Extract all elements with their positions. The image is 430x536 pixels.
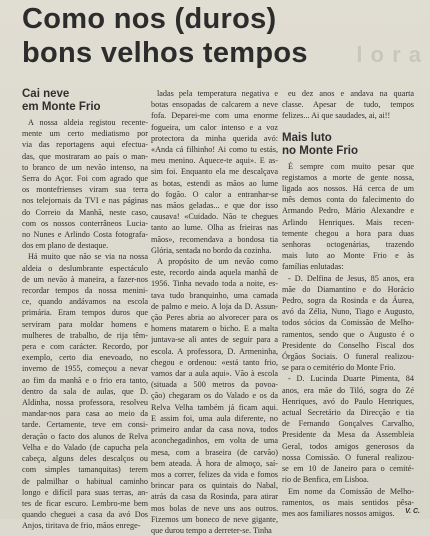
text-line: das, que mostraram ao país o man- bbox=[22, 151, 148, 161]
headline-line-2: bons velhos tempos bbox=[22, 37, 308, 69]
text-line: Armando Pedro, Mário Alexandre e bbox=[282, 206, 414, 216]
text-line: E assim foi, uma aula diferente, no bbox=[151, 413, 278, 423]
text-line: aconchegadinhos, em volta de uma bbox=[151, 436, 278, 446]
article2-subtitle-line-1: Mais luto bbox=[282, 131, 332, 144]
text-line: exemplo, certo dia enevoado, no bbox=[22, 353, 148, 363]
text-line: Relva Velha também já ficam aqui. bbox=[151, 402, 278, 412]
text-line: «Anda cá filhinho! Ai como tu estás, bbox=[151, 145, 278, 155]
text-line: mesa, com a braseira (de carvão) bbox=[151, 447, 278, 457]
text-line: fofa. Deparei-me com uma enorme bbox=[151, 111, 278, 121]
text-line: causava! «Cuidado. Não te chegues bbox=[151, 212, 278, 222]
text-line: mandar-nos para casa ao meio da bbox=[22, 409, 148, 419]
article1-subtitle bbox=[22, 88, 148, 114]
text-line: Geral, todos amigos generosos da bbox=[282, 441, 414, 451]
text-line: Aldinha, nossa professora, resolveu bbox=[22, 398, 148, 408]
text-line: - D. Delfina de Jesus, 85 anos, era bbox=[288, 273, 414, 283]
text-line: tes de ficar escuro. Lembro-me bem bbox=[22, 498, 148, 508]
text-line: rio de Benfica, em Lisboa. bbox=[282, 475, 369, 485]
text-line: Órgãos Sociais. O funeral realizou- bbox=[282, 352, 414, 362]
text-line: longo e difícil para suas terras, an- bbox=[22, 487, 148, 497]
text-line: mãe do Diamantino e do Horácio bbox=[282, 284, 414, 294]
text-line: bem ateada. À hora de almoço, saí- bbox=[151, 458, 278, 468]
article2-body bbox=[282, 161, 414, 520]
text-line: ramentos, os mais sentidos pêsa- bbox=[282, 497, 414, 507]
text-line: mos bolas de neve uns aos outros. bbox=[151, 503, 278, 513]
text-line: temente chegou a hora para duas bbox=[282, 228, 414, 238]
text-line: avó da Zélia, Nuno, Tiago e Augusto, bbox=[282, 307, 414, 317]
text-line: 1956. Tinha nevado toda a noite, es- bbox=[151, 279, 278, 289]
text-line: Presidente da Mesa da Assembleia bbox=[282, 430, 414, 440]
background-ghost-text: l o r a bbox=[356, 42, 422, 67]
text-line: nas mãos geladas... e que dor isso bbox=[151, 201, 278, 211]
text-line: tarde. Certamente, teve em consi- bbox=[22, 420, 148, 430]
text-line: mãos», recomendava a bondosa tia bbox=[151, 234, 278, 244]
text-line: com simples tamanquitas) terem bbox=[22, 465, 148, 475]
text-line: serviram para moldar homens e bbox=[22, 319, 148, 329]
text-line: mês demos conta do falecimento do bbox=[282, 195, 414, 205]
text-line: Fizemos um boneco de neve gigante, bbox=[151, 514, 278, 524]
text-line: A nossa aldeia registou recente- bbox=[28, 118, 148, 127]
text-line: ção Peres abria ao alvorecer para os bbox=[151, 313, 278, 323]
article2-subtitle-line-2: no Monte Frio bbox=[282, 144, 359, 157]
article2-subtitle bbox=[282, 132, 414, 158]
text-line: Presidente do Conselho Fiscal dos bbox=[282, 340, 414, 350]
text-line: ao fim da manhã e o frio era tanto, bbox=[22, 375, 148, 385]
text-line: ladas pela temperatura negativa e bbox=[157, 89, 278, 98]
article1-col3-body bbox=[282, 88, 414, 122]
text-line: eu dez anos e andava na quarta bbox=[288, 89, 414, 98]
text-line: chegou e ordenou: «está tanto frio, bbox=[151, 357, 278, 367]
text-line: mulheres de trabalho, de rija têm- bbox=[22, 330, 148, 340]
text-line: actual Secretário da Direcção e tia bbox=[282, 408, 414, 418]
text-line: nossa Comissão. O funeral realizou- bbox=[282, 452, 414, 462]
text-line: dos em plano de destaque. bbox=[22, 241, 109, 251]
text-line: do Correio da Manhã, neste caso, bbox=[22, 207, 148, 217]
text-line: Pedro, sogra da Rosinda e da Áurea, bbox=[282, 296, 414, 306]
text-line: vamos dar a aula aqui». Vão à escola bbox=[151, 369, 278, 379]
text-line: famílias enlutadas: bbox=[282, 262, 344, 272]
text-line: mente um certo mediatismo por bbox=[22, 129, 148, 139]
text-line: botas ensopadas de calcarem a neve bbox=[151, 100, 278, 110]
text-line: de um nevão à maneira, a fazer-nos bbox=[22, 274, 148, 284]
text-line: que durou tempo a derreter-se. Tinha bbox=[151, 525, 272, 535]
text-line: Glória, sentada no bordo da cozinha. bbox=[151, 245, 272, 255]
text-line: mes aos familiares nossos amigos. bbox=[282, 508, 395, 518]
text-line: sim foi. Enquanto ela me descalçava bbox=[151, 167, 278, 177]
headline bbox=[22, 2, 322, 70]
text-line: senhoras octogenárias, trazendo bbox=[282, 240, 414, 250]
text-line: tava tudo branquinho, uma camada bbox=[151, 290, 278, 300]
article1-subtitle-line-2: em Monte Frio bbox=[22, 101, 101, 113]
text-line: no Nunes e Arlindo Costa fotografa- bbox=[22, 230, 148, 240]
text-line: de palmilhar o habitual caminho bbox=[22, 476, 148, 486]
text-line: ce, quando andávamos na escola bbox=[22, 297, 148, 307]
text-line: ção) chegaram os do Valado e os da bbox=[151, 391, 278, 401]
text-line: os montefrienses viram sua terra bbox=[22, 185, 148, 195]
text-line: (situada a 500 metros da povoa- bbox=[151, 380, 278, 390]
article1-col1-body bbox=[22, 117, 148, 532]
text-line: pera e com carácter. Recordo, por bbox=[22, 342, 148, 352]
text-line: Velha e do Valado (de capucha pela bbox=[22, 442, 148, 452]
article1-subtitle-line-1: Cai neve bbox=[22, 88, 70, 100]
text-line: É sempre com muito pesar que bbox=[288, 161, 414, 171]
column-3 bbox=[282, 88, 414, 519]
text-line: atrás da casa da Rosinda, para atirar bbox=[151, 492, 278, 502]
text-line: ramentos, sendo que o Augusto é o bbox=[282, 329, 414, 339]
article1-col2-body bbox=[151, 88, 278, 536]
text-line: as botas, estendi as mãos ao lume bbox=[151, 178, 278, 188]
text-line: mais luto ao Monte Frio e às bbox=[282, 251, 414, 261]
text-line: se para o cemitério do Monte Frio. bbox=[282, 363, 396, 373]
text-line: se em 10 de Janeiro para o cemité- bbox=[282, 464, 414, 474]
text-line: primeiro andar da casa nova, todos bbox=[151, 425, 278, 435]
author-signature: V. C. bbox=[405, 508, 420, 515]
text-line: primária. Eram tempos duros que bbox=[22, 308, 148, 318]
text-line: Há muito que não se via na nossa bbox=[28, 252, 148, 262]
text-line: inverno de 1955, começou a nevar bbox=[22, 364, 148, 374]
text-line: Henriques, avó do Paulo Henriques, bbox=[282, 396, 414, 406]
text-line: via das reportagens aqui efectua- bbox=[22, 140, 148, 150]
text-line: brincar para os quintais do Nabal, bbox=[151, 481, 278, 491]
text-line: Em nome da Comissão de Melho- bbox=[288, 486, 414, 496]
text-line: classe. Apesar de tudo, tempos bbox=[282, 100, 414, 110]
text-line: escola. A professora, D. Armeninha, bbox=[151, 346, 278, 356]
text-line: A propósito de um nevão como bbox=[157, 257, 278, 267]
text-line: - D. Lucinda Duarte Pimenta, 84 bbox=[288, 374, 414, 384]
text-line: recordar tempos da nossa menini- bbox=[22, 286, 148, 296]
article1-column-2 bbox=[151, 88, 278, 536]
text-line: deração o facto dos alunos de Relva bbox=[22, 431, 148, 441]
text-line: Anjos, tiritava de frio, mãos enrege- bbox=[22, 521, 141, 531]
text-line: de Fernando Gonçalves Carvalho, bbox=[282, 419, 414, 429]
text-line: aldeia o deslumbrante espectáculo bbox=[22, 263, 148, 273]
text-line: protectora da minha querida avó: bbox=[151, 133, 278, 143]
text-line: felizes... Ai que saudades, ai, ai!! bbox=[282, 111, 391, 121]
text-line: cabeça, alguns deles descalços ou bbox=[22, 454, 148, 464]
text-line: dentro da sala de aulas, que D. bbox=[22, 386, 148, 396]
text-line: tanto ao lume. Olha as frieiras nas bbox=[151, 223, 278, 233]
text-line: homens matarem o bicho. E a malta bbox=[151, 324, 278, 334]
text-line: quando cheguei a casa da avó Dos bbox=[22, 510, 148, 520]
text-line: ligada aos nossos. Há cerca de um bbox=[282, 184, 414, 194]
text-line: Serra do Açor. Foi com agrado que bbox=[22, 174, 148, 184]
text-line: anos, era mãe do Tiló, sogra do Zé bbox=[282, 385, 414, 395]
text-line: meu menino. Aquece-te aqui». E as- bbox=[151, 156, 278, 166]
text-line: todos sócios da Comissão de Melho- bbox=[282, 318, 414, 328]
text-line: juntava-se ali antes de seguir para a bbox=[151, 335, 278, 345]
text-line: to branco de um nevão intenso, na bbox=[22, 162, 148, 172]
text-line: Arlindo Henriques. Mais recen- bbox=[282, 217, 414, 227]
text-line: de palmo e meio. A loja da D. Assun- bbox=[151, 301, 278, 311]
text-line: registamos a morte de gente nossa, bbox=[282, 172, 414, 182]
text-line: este, recordo ainda aquela manhã de bbox=[151, 268, 278, 278]
text-line: com os nossos conterrâneos Lucia- bbox=[22, 218, 148, 228]
text-line: mos a correr, felizes da vida e fomos bbox=[151, 469, 278, 479]
text-line: do fogão. O calor a entranhar-se bbox=[151, 189, 278, 199]
text-line: nos telejornais da TVI e nas páginas bbox=[22, 196, 148, 206]
article1-column-1 bbox=[22, 88, 148, 532]
text-line: fogueira, um calor intenso e a voz bbox=[151, 122, 278, 132]
headline-line-1: Como nos (duros) bbox=[22, 3, 277, 35]
